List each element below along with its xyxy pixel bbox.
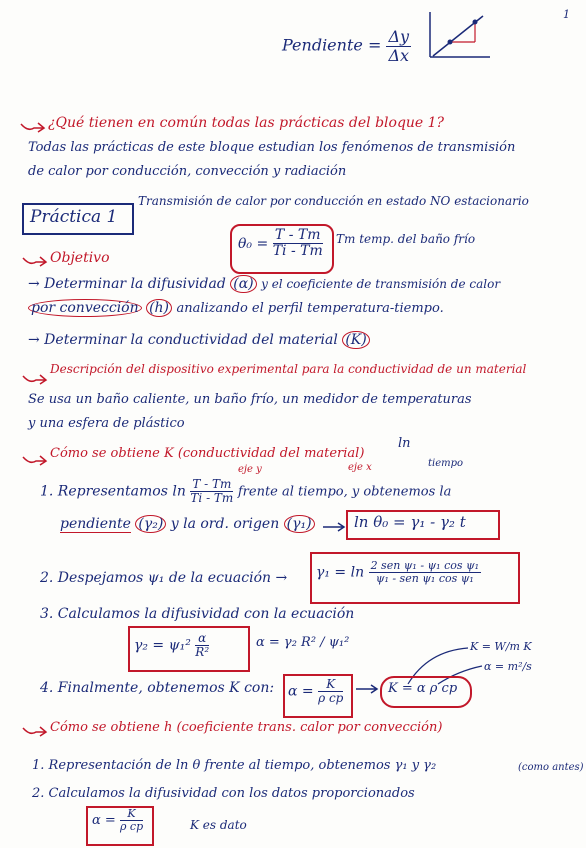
theta-label: θ₀ =	[238, 235, 269, 252]
k-dato: K es dato	[190, 818, 247, 832]
gamma2-eq	[134, 632, 209, 659]
practica-title: Transmisión de calor por conducción en estado NO estacionario	[138, 194, 529, 208]
theta-den: Ti - Tm	[272, 243, 323, 260]
arrow-icon	[22, 372, 48, 386]
step1-text-b: frente al tiempo, y obtenemos la	[237, 484, 452, 500]
comoH-eq-den: ρ cp	[119, 820, 144, 834]
gamma1-eq-den: ψ₁ - sen ψ₁ cos ψ₁	[375, 572, 474, 586]
comoK-step2: 2. Despejamos ψ₁ de la ecuación →	[40, 570, 288, 586]
objetivo-1-line2	[28, 300, 444, 316]
question-1: ¿Qué tienen en común todas las prácticas del bloque 1?	[48, 115, 445, 131]
alpha-units: α = m²/s	[484, 660, 532, 673]
k-units: K = W/m K	[470, 640, 532, 653]
theta-formula	[238, 228, 323, 260]
step1-frac-num: T - Tm	[192, 477, 232, 491]
objetivo-1-line1	[28, 276, 500, 292]
pendiente-formula	[282, 28, 411, 64]
pendiente-num: Δy	[388, 27, 410, 46]
obj1-text-c: por convección	[28, 299, 142, 317]
obj1-text-b: y el coeficiente de transmisión de calor	[261, 277, 501, 291]
pendiente-label: Pendiente =	[282, 35, 382, 55]
obj1-text-d: analizando el perfil temperatura-tiempo.	[176, 301, 444, 316]
gamma1-eq-a: γ₁ = ln	[316, 564, 365, 581]
alpha-eq-a: α =	[288, 683, 314, 700]
gamma2-symbol: (γ₂)	[135, 515, 166, 533]
k-result: K = α ρ cp	[388, 681, 458, 696]
obj1-text-a: → Determinar la difusividad	[28, 276, 226, 292]
arrow-icon	[22, 254, 48, 268]
tiempo-note: tiempo	[428, 458, 464, 469]
gamma1-eq	[316, 560, 481, 585]
comoK-step3: 3. Calculamos la difusividad con la ecuación	[40, 606, 355, 622]
comoH-title: Cómo se obtiene h (coeficiente trans. calor por convección)	[50, 720, 443, 735]
eje-y-note: eje y	[238, 464, 262, 475]
h-symbol: (h)	[146, 299, 172, 317]
eje-x-note: eje x	[348, 462, 372, 473]
arrow-icon	[22, 724, 48, 738]
answer-1-line1: Todas las prácticas de este bloque estudian los fenómenos de transmisión	[28, 140, 516, 155]
ln-theta-eq: ln θ₀ = γ₁ - γ₂ t	[354, 513, 466, 531]
page-number: 1	[563, 8, 570, 21]
comoK-step4: 4. Finalmente, obtenemos K con:	[40, 680, 275, 696]
alpha-symbol: (α)	[230, 275, 256, 293]
gamma2-eq-den: R²	[195, 645, 210, 660]
pendiente-den: Δx	[388, 45, 410, 65]
gamma2-eq-a: γ₂ = ψ₁²	[134, 637, 191, 654]
objetivo-2	[28, 332, 370, 348]
pendiente-word: pendiente	[60, 516, 131, 532]
objetivo-label: Objetivo	[50, 250, 110, 266]
arrow-icon	[322, 522, 346, 532]
comoH-eq-num: K	[120, 808, 143, 821]
descripcion-line1: Se usa un baño caliente, un baño frío, un medidor de temperaturas	[28, 392, 472, 407]
comoK-title: Cómo se obtiene K (conductividad del material)	[50, 446, 365, 461]
arrow-icon	[355, 684, 379, 694]
obj2-text: → Determinar la conductividad del material	[28, 332, 338, 348]
descripcion-title: Descripción del dispositivo experimental para la conductividad de un material	[50, 362, 527, 376]
gamma1-eq-num: 2 sen ψ₁ - ψ₁ cos ψ₁	[370, 559, 480, 572]
gamma1-symbol: (γ₁)	[284, 515, 315, 533]
tm-note: Tm temp. del baño frío	[336, 232, 476, 246]
step1-frac-den: Ti - Tm	[190, 491, 234, 506]
k-symbol: (K)	[342, 331, 369, 349]
alpha-eq-num: K	[318, 678, 343, 692]
answer-1-line2: de calor por conducción, convección y radiación	[28, 164, 347, 179]
theta-num: T - Tm	[273, 228, 323, 244]
step1-text-a: 1. Representamos ln	[40, 483, 186, 500]
alpha-eq-den: ρ cp	[318, 691, 344, 706]
comoH-step1-note: (como antes)	[518, 762, 584, 773]
comoK-step1-line2	[60, 516, 315, 532]
arrow-icon	[20, 120, 46, 134]
comoK-step1	[40, 478, 451, 505]
alpha-result: α = γ₂ R² / ψ₁²	[256, 635, 350, 650]
comoH-eq-a: α =	[92, 813, 116, 829]
descripcion-line2: y una esfera de plástico	[28, 416, 185, 431]
arrow-icon	[22, 453, 48, 467]
slope-sketch	[425, 12, 495, 62]
comoH-step2: 2. Calculamos la difusividad con los datos proporcionados	[32, 786, 415, 801]
practica-label: Práctica 1	[30, 207, 118, 227]
alpha-eq	[288, 678, 343, 705]
gamma2-eq-num: α	[195, 632, 209, 646]
step1-text-d: y la ord. origen	[170, 516, 280, 532]
comoH-alpha-eq	[92, 808, 143, 833]
ln-note: ln	[398, 436, 411, 451]
comoH-step1: 1. Representación de ln θ frente al tiempo, obtenemos γ₁ y γ₂	[32, 758, 437, 773]
